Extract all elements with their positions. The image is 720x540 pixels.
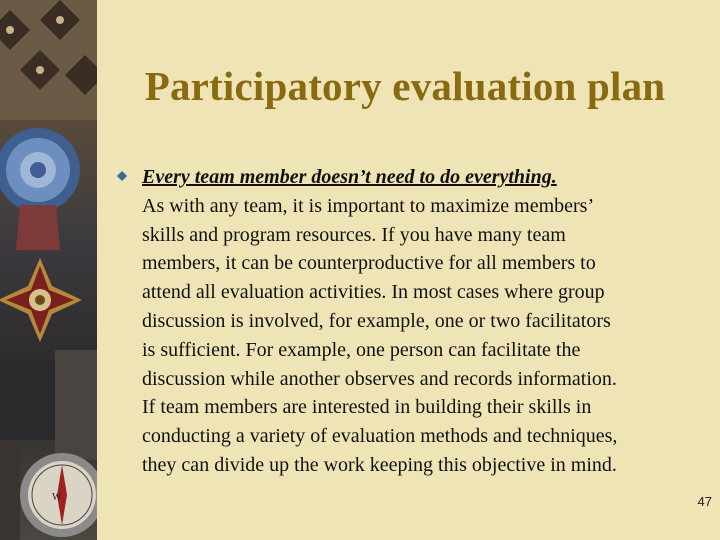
body-line: discussion is involved, for example, one or two facilitators — [142, 309, 611, 332]
slide-title: Participatory evaluation plan — [144, 63, 666, 109]
body-line: attend all evaluation activities. In most cases where group — [142, 281, 605, 304]
bullet-text — [142, 163, 717, 480]
body-line: discussion while another observes and records information. — [142, 367, 617, 390]
body-line: they can divide up the work keeping this objective in mind. — [142, 453, 617, 476]
page-number: 47 — [697, 494, 712, 509]
body-line: members, it can be counterproductive for all members to — [142, 252, 596, 275]
bullet-lead: Every team member doesn’t need to do everything. — [142, 166, 557, 188]
body-line: If team members are interested in building their skills in — [142, 396, 592, 419]
svg-text:W: W — [52, 492, 62, 503]
body-line: As with any team, it is important to maximize members’ — [142, 194, 595, 217]
diamond-bullet-icon — [117, 171, 127, 181]
body-line: is sufficient. For example, one person can facilitate the — [142, 338, 581, 361]
body-line: skills and program resources. If you have many team — [142, 223, 566, 246]
body-line: conducting a variety of evaluation methods and techniques, — [142, 425, 618, 448]
